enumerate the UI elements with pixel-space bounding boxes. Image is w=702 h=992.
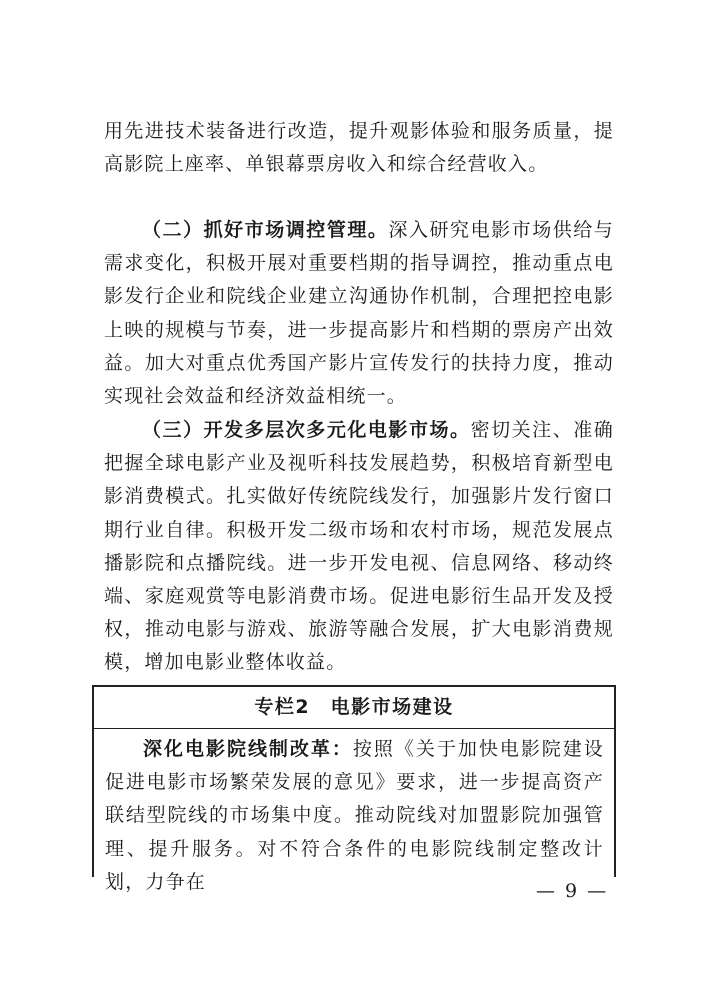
paragraph-text: 用先进技术装备进行改造，提升观影体验和服务质量，提高影院上座率、单银幕票房收入和综合经营收入。 bbox=[104, 120, 614, 176]
paragraph-heading: （二）抓好市场调控管理。 bbox=[142, 219, 389, 241]
paragraph-heading: （三）开发多层次多元化电影市场。 bbox=[142, 419, 471, 441]
page-number: — 9 — bbox=[536, 880, 609, 902]
paragraph-diversified-market bbox=[104, 414, 614, 680]
paragraph-market-regulation bbox=[104, 214, 614, 413]
column-box bbox=[92, 685, 616, 893]
column-box-body bbox=[94, 729, 614, 899]
column-box-text: 按照《关于加快电影院建设促进电影市场繁荣发展的意见》要求，进一步提高资产联结型院线的市场集中度。推动院线对加盟影院加强管理、提升服务。对不符合条件的电影院线制定整改计划，力争在 bbox=[105, 738, 604, 893]
paragraph-text: 深入研究电影市场供给与需求变化，积极开展对重要档期的指导调控，推动重点电影发行企业和院线企业建立沟通协作机制，合理把控电影上映的规模与节奏，进一步提高影片和档期的票房产出效益。加大对重点优秀国产影片宣传发行的扶持力度，推动实现社会效益和经济效益相统一。 bbox=[104, 219, 614, 408]
column-box-title: 专栏2 电影市场建设 bbox=[94, 687, 614, 729]
paragraph-continued bbox=[104, 115, 614, 181]
column-box-lead: 深化电影院线制改革： bbox=[143, 738, 353, 760]
paragraph-text: 密切关注、准确把握全球电影产业及视听科技发展趋势，积极培育新型电影消费模式。扎实做好传统院线发行，加强影片发行窗口期行业自律。积极开发二级市场和农村市场，规范发展点播影院和点播院线。进一步开发电视、信息网络、移动终端、家庭观赏等电影消费市场。促进电影衍生品开发及授权，推动电影与游戏、旅游等融合发展，扩大电影消费规模，增加电影业整体收益。 bbox=[104, 419, 614, 674]
